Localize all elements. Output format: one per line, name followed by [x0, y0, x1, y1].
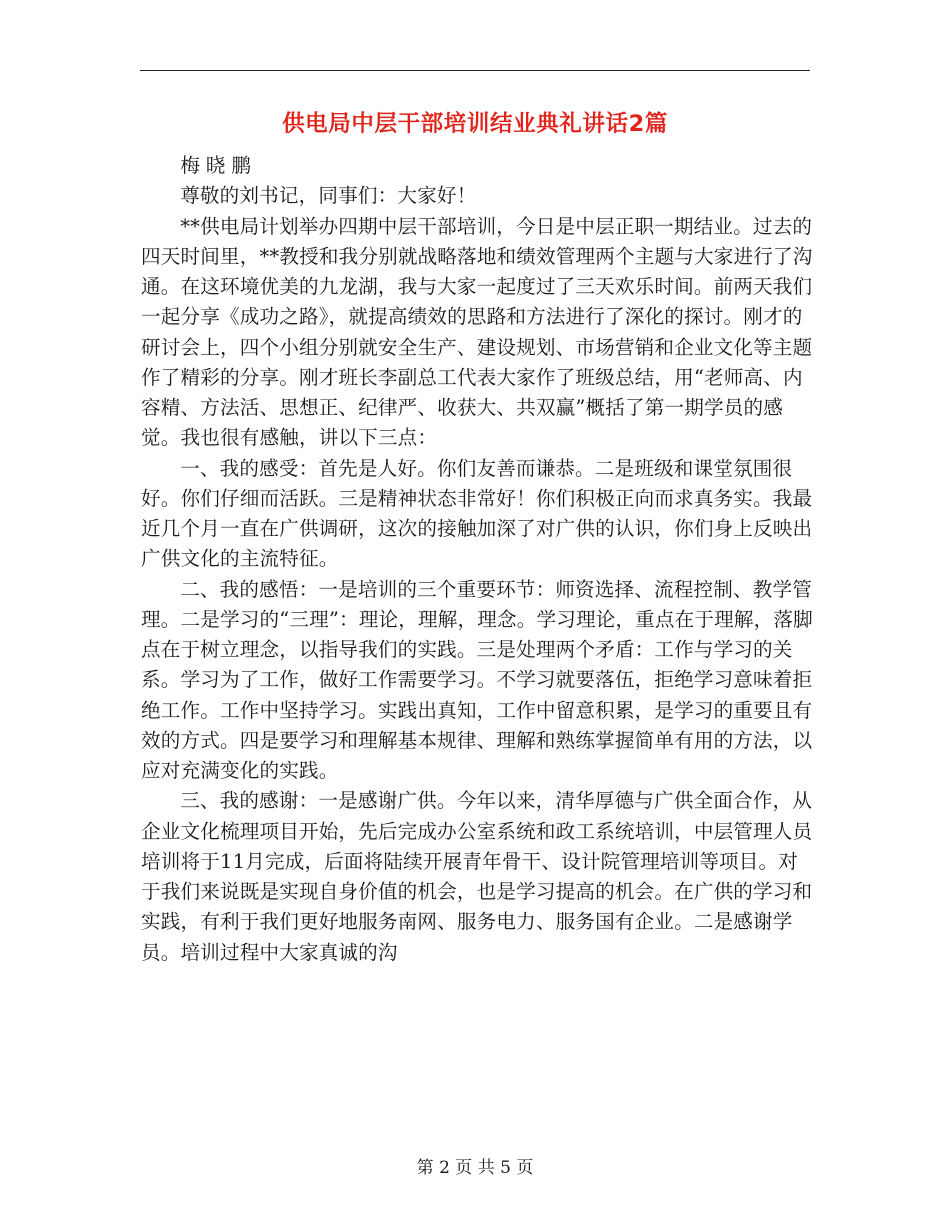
- page-number: 第 2 页 共 5 页: [416, 1158, 534, 1178]
- body-paragraph: 二、我的感悟：一是培训的三个重要环节：师资选择、流程控制、教学管理。二是学习的“三理”：理论，理解，理念。学习理论，重点在于理解，落脚点在于树立理念，以指导我们的实践。三是处理两个矛盾：工作与学习的关系。学习为了工作，做好工作需要学习。不学习就要落伍，拒绝学习意味着拒绝工作。工作中坚持学习。实践出真知，工作中留意积累，是学习的重要且有效的方式。四是要学习和理解基本规律、理解和熟练掌握简单有用的方法，以应对充满变化的实践。: [141, 577, 813, 782]
- body-paragraph: 三、我的感谢：一是感谢广供。今年以来，清华厚德与广供全面合作，从企业文化梳理项目开始，先后完成办公室系统和政工系统培训，中层管理人员培训将于11月完成，后面将陆续开展青年骨干、设计院管理培训等项目。对于我们来说既是实现自身价值的机会，也是学习提高的机会。在广供的学习和实践，有利于我们更好地服务南网、服务电力、服务国有企业。二是感谢学员。培训过程中大家真诚的沟: [141, 789, 813, 964]
- header-rule: [140, 70, 810, 71]
- body-paragraph: 一、我的感受：首先是人好。你们友善而谦恭。二是班级和课堂氛围很好。你们仔细而活跃。三是精神状态非常好！你们积极正向而求真务实。我最近几个月一直在广供调研，这次的接触加深了对广供的认识，你们身上反映出广供文化的主流特征。: [141, 456, 813, 571]
- body-paragraph: **供电局计划举办四期中层干部培训，今日是中层正职一期结业。过去的四天时间里，**教授和我分别就战略落地和绩效管理两个主题与大家进行了沟通。在这环境优美的九龙湖，我与大家一起度过了三天欢乐时间。前两天我们一起分享《成功之路》，就提高绩效的思路和方法进行了深化的探讨。刚才的研讨会上，四个小组分别就安全生产、建设规划、市场营销和企业文化等主题作了精彩的分享。刚才班长李副总工代表大家作了班级总结，用“老师高、内容精、方法活、思想正、纪律严、收获大、共双赢”概括了第一期学员的感觉。我也很有感触，讲以下三点：: [141, 214, 813, 450]
- author-line: 梅晓鹏: [180, 154, 257, 177]
- greeting-paragraph: 尊敬的刘书记，同事们：大家好！: [180, 184, 477, 208]
- document-title: 供电局中层干部培训结业典礼讲话2篇: [282, 111, 668, 137]
- document-body: [141, 151, 813, 968]
